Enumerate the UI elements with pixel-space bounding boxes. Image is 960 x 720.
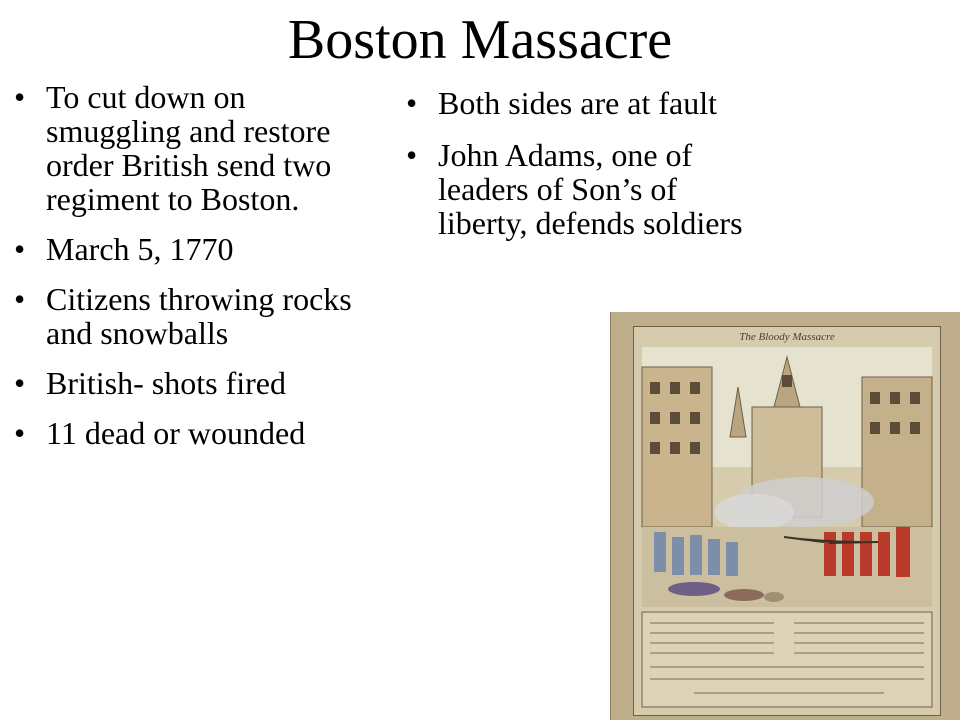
dog [764, 592, 784, 602]
bullet-item [12, 282, 382, 350]
bullet-icon: • [14, 365, 26, 401]
bullet-item [12, 416, 382, 450]
bullet-text: John Adams, one of leaders of Son’s of liberty, defends soldiers [438, 137, 743, 241]
bullet-item [404, 138, 764, 240]
bullet-icon: • [14, 415, 26, 451]
slide-title: Boston Massacre [287, 9, 673, 71]
bullet-icon: • [406, 137, 418, 173]
bullet-text: To cut down on smuggling and restore order British send two regiment to Boston. [46, 79, 332, 217]
bullet-icon: • [406, 85, 418, 121]
fallen-citizen [668, 582, 720, 596]
steeple-window [782, 375, 792, 387]
bullet-item [12, 80, 382, 216]
boston-massacre-engraving [610, 312, 960, 720]
left-building-windows [650, 382, 700, 454]
left-bullet-list [12, 80, 382, 466]
fallen-citizen-2 [724, 589, 764, 601]
bullet-item [404, 86, 764, 120]
bullet-item [12, 232, 382, 266]
bullet-text: 11 dead or wounded [46, 415, 306, 451]
bullet-text: March 5, 1770 [46, 231, 234, 267]
bullet-text: Both sides are at fault [438, 85, 718, 121]
bullet-icon: • [14, 79, 26, 115]
engraving-caption: The Bloody Massacre [739, 331, 835, 343]
bullet-icon: • [14, 281, 26, 317]
bullet-text: British- shots fired [46, 365, 286, 401]
gun-smoke-2 [714, 494, 794, 530]
bullet-icon: • [14, 231, 26, 267]
engraving-illustration [634, 327, 940, 715]
bullet-item [12, 366, 382, 400]
bullet-text: Citizens throwing rocks and snowballs [46, 281, 352, 351]
engraving-plate [633, 326, 941, 716]
right-bullet-list [404, 86, 764, 258]
